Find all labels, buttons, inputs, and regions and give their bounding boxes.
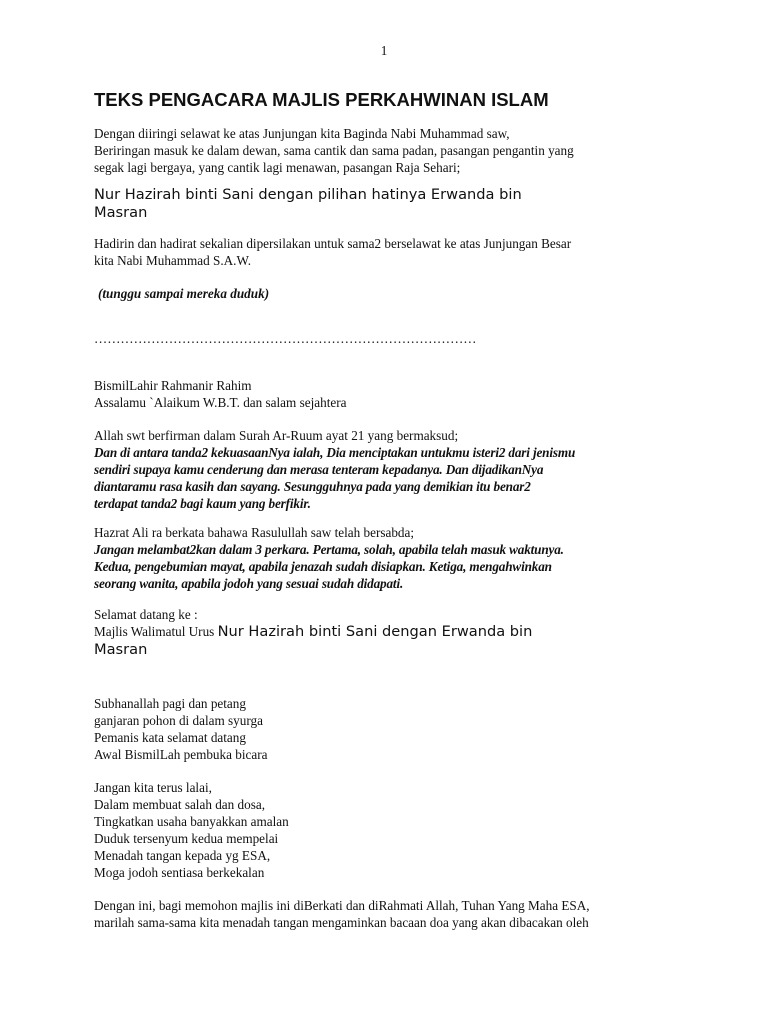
pantun-line: ganjaran pohon di dalam syurga — [94, 713, 263, 728]
closing-paragraph — [94, 897, 684, 931]
quran-block — [94, 427, 684, 512]
greeting-block — [94, 377, 684, 411]
dotted-divider: …………………………………………………………………………… — [94, 331, 477, 346]
pantun-line: Tingkatkan usaha banyakkan amalan — [94, 814, 289, 829]
document-body — [94, 89, 684, 941]
quran-verse-line: Dan di antara tanda2 kekuasaanNya ialah, Dia menciptakan untukmu isteri2 dari jenismu — [94, 445, 576, 460]
greeting-line: BismilLahir Rahmanir Rahim — [94, 378, 252, 393]
couple-names-intro — [94, 186, 684, 222]
pantun-line: Menadah tangan kepada yg ESA, — [94, 848, 271, 863]
hadith-intro: Hazrat Ali ra berkata bahawa Rasulullah saw telah bersabda; — [94, 525, 415, 540]
selawat-invitation — [94, 235, 684, 269]
pantun-line: Duduk tersenyum kedua mempelai — [94, 831, 279, 846]
intro-paragraph — [94, 125, 684, 176]
welcome-line: Selamat datang ke : — [94, 607, 198, 622]
walimah-prefix: Majlis Walimatul Urus — [94, 624, 218, 639]
hadith-line: Kedua, pengebumian mayat, apabila jenazah sudah disiapkan. Ketiga, mengahwinkan — [94, 559, 552, 574]
hadith-line: Jangan melambat2kan dalam 3 perkara. Pertama, solah, apabila telah masuk waktunya. — [94, 542, 564, 557]
hadith-block — [94, 524, 684, 592]
quran-verse-line: diantaramu rasa kasih dan sayang. Sesungguhnya pada yang demikian itu benar2 — [94, 479, 531, 494]
quran-verse-line: terdapat tanda2 bagi kaum yang berfikir. — [94, 496, 311, 511]
pantun-stanza-1 — [94, 695, 684, 763]
greeting-line: Assalamu `Alaikum W.B.T. dan salam sejahtera — [94, 395, 347, 410]
quran-intro: Allah swt berfirman dalam Surah Ar-Ruum ayat 21 yang bermaksud; — [94, 428, 459, 443]
hadith-line: seorang wanita, apabila jodoh yang sesuai sudah didapati. — [94, 576, 404, 591]
walimah-names: Nur Hazirah binti Sani dengan Erwanda bin — [217, 623, 533, 640]
pantun-line: Dalam membuat salah dan dosa, — [94, 797, 266, 812]
document-title: TEKS PENGACARA MAJLIS PERKAHWINAN ISLAM — [94, 89, 549, 110]
intro-line: Beriringan masuk ke dalam dewan, sama cantik dan sama padan, pasangan pengantin yang — [94, 143, 574, 158]
pantun-line: Awal BismilLah pembuka bicara — [94, 747, 268, 762]
walimah-line — [94, 623, 684, 641]
stage-direction: (tunggu sampai mereka duduk) — [98, 286, 270, 301]
pantun-line: Jangan kita terus lalai, — [94, 780, 212, 795]
welcome-block — [94, 606, 684, 659]
pantun-line: Moga jodoh sentiasa berkekalan — [94, 865, 265, 880]
quran-verse-line: sendiri supaya kamu cenderung dan merasa tenteram kepadanya. Dan dijadikanNya — [94, 462, 544, 477]
couple-names-line: Nur Hazirah binti Sani dengan pilihan hatinya Erwanda bin — [94, 186, 522, 203]
intro-line: segak lagi bergaya, yang cantik lagi menawan, pasangan Raja Sehari; — [94, 160, 461, 175]
pantun-line: Subhanallah pagi dan petang — [94, 696, 246, 711]
walimah-names-cont: Masran — [94, 641, 148, 658]
selawat-line: kita Nabi Muhammad S.A.W. — [94, 253, 252, 268]
selawat-line: Hadirin dan hadirat sekalian dipersilakan untuk sama2 berselawat ke atas Junjungan Besar — [94, 236, 572, 251]
pantun-stanza-2 — [94, 779, 684, 881]
pantun-line: Pemanis kata selamat datang — [94, 730, 246, 745]
intro-line: Dengan diiringi selawat ke atas Junjungan kita Baginda Nabi Muhammad saw, — [94, 126, 510, 141]
couple-names-line: Masran — [94, 204, 148, 221]
closing-line: Dengan ini, bagi memohon majlis ini diBerkati dan diRahmati Allah, Tuhan Yang Maha ESA, — [94, 898, 590, 913]
closing-line: marilah sama-sama kita menadah tangan mengaminkan bacaan doa yang akan dibacakan oleh — [94, 915, 589, 930]
page-number: 1 — [380, 43, 388, 58]
